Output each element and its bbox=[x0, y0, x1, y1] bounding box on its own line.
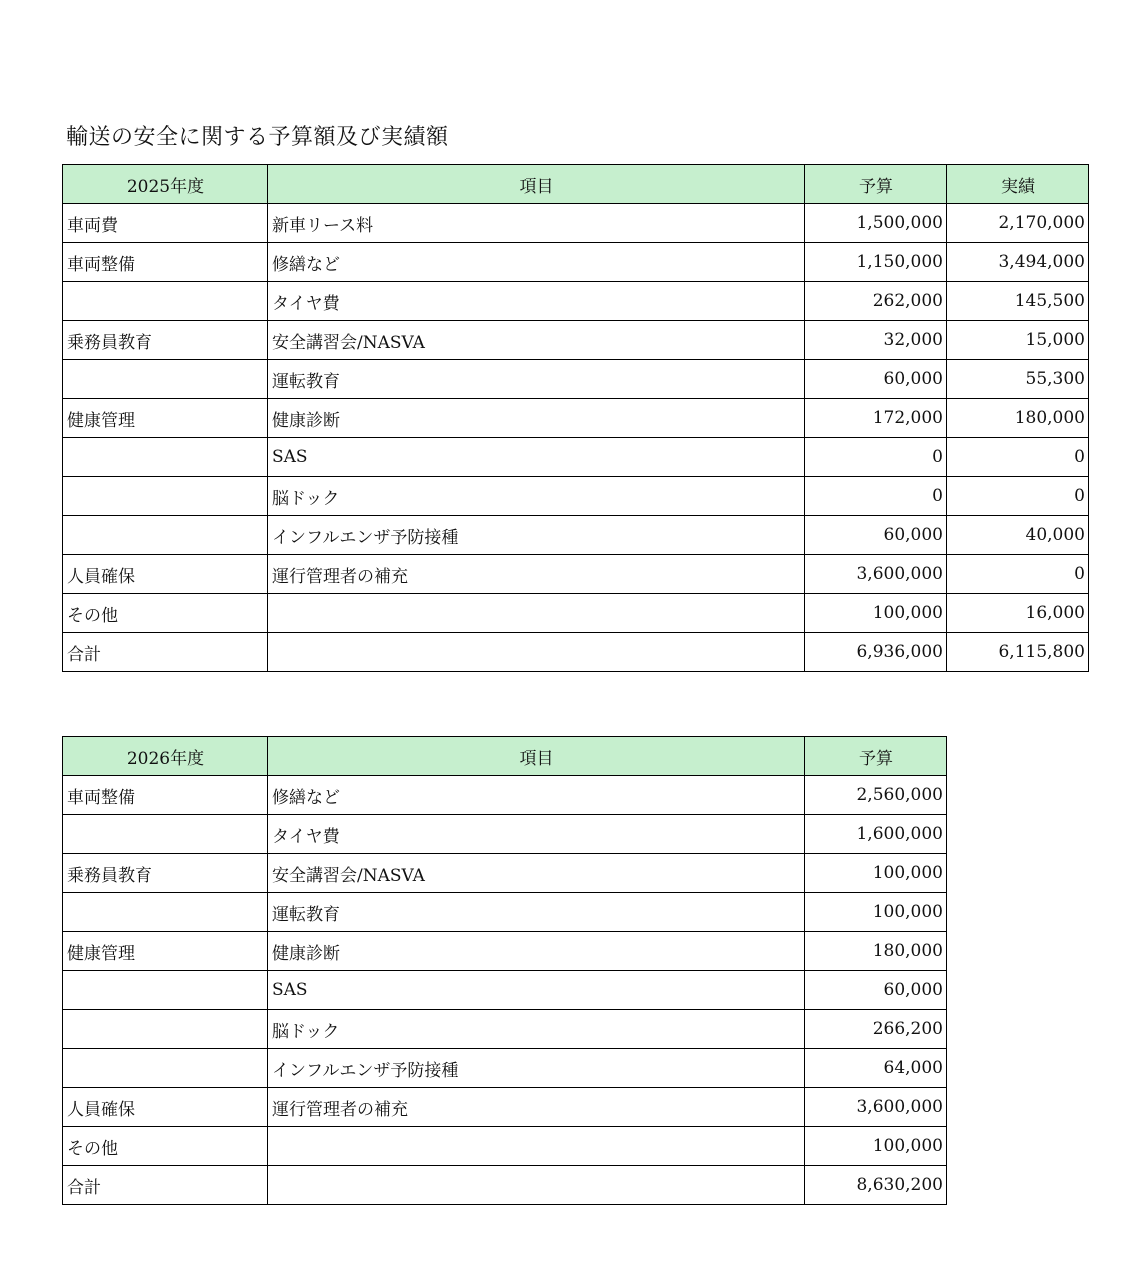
budget-cell: 100,000 bbox=[805, 1127, 947, 1166]
category-cell bbox=[63, 516, 268, 555]
table-row bbox=[63, 815, 947, 854]
item-cell: 安全講習会/NASVA bbox=[268, 321, 805, 360]
item-cell: インフルエンザ予防接種 bbox=[268, 1049, 805, 1088]
item-cell: タイヤ費 bbox=[268, 815, 805, 854]
actual-cell: 2,170,000 bbox=[947, 204, 1089, 243]
table-row bbox=[63, 399, 1089, 438]
budget-cell: 60,000 bbox=[805, 516, 947, 555]
table-row bbox=[63, 1010, 947, 1049]
header-row bbox=[63, 165, 1089, 204]
category-cell: 乗務員教育 bbox=[63, 321, 268, 360]
table-row bbox=[63, 555, 1089, 594]
item-cell: 運転教育 bbox=[268, 360, 805, 399]
category-cell: 車両整備 bbox=[63, 776, 268, 815]
table-row bbox=[63, 633, 1089, 672]
table-row bbox=[63, 477, 1089, 516]
budget-cell: 32,000 bbox=[805, 321, 947, 360]
actual-cell: 16,000 bbox=[947, 594, 1089, 633]
header-budget: 予算 bbox=[805, 737, 947, 776]
item-cell: タイヤ費 bbox=[268, 282, 805, 321]
item-cell: 安全講習会/NASVA bbox=[268, 854, 805, 893]
category-cell: 人員確保 bbox=[63, 555, 268, 594]
page-title: 輸送の安全に関する予算額及び実績額 bbox=[66, 125, 449, 150]
budget-cell: 3,600,000 bbox=[805, 555, 947, 594]
budget-cell: 6,936,000 bbox=[805, 633, 947, 672]
budget-cell: 100,000 bbox=[805, 854, 947, 893]
table-row bbox=[63, 516, 1089, 555]
header-year: 2026年度 bbox=[63, 737, 268, 776]
item-cell: 修繕など bbox=[268, 243, 805, 282]
category-cell: その他 bbox=[63, 1127, 268, 1166]
budget-cell: 1,150,000 bbox=[805, 243, 947, 282]
budget-cell: 8,630,200 bbox=[805, 1166, 947, 1205]
item-cell: 修繕など bbox=[268, 776, 805, 815]
actual-cell: 180,000 bbox=[947, 399, 1089, 438]
budget-cell: 0 bbox=[805, 438, 947, 477]
budget-cell: 100,000 bbox=[805, 893, 947, 932]
table-row bbox=[63, 1166, 947, 1205]
item-cell bbox=[268, 1166, 805, 1205]
actual-cell: 0 bbox=[947, 555, 1089, 594]
budget-cell: 3,600,000 bbox=[805, 1088, 947, 1127]
category-cell: 車両整備 bbox=[63, 243, 268, 282]
table-row bbox=[63, 243, 1089, 282]
actual-cell: 3,494,000 bbox=[947, 243, 1089, 282]
budget-cell: 100,000 bbox=[805, 594, 947, 633]
actual-cell: 0 bbox=[947, 477, 1089, 516]
budget-cell: 60,000 bbox=[805, 360, 947, 399]
header-actual: 実績 bbox=[947, 165, 1089, 204]
table-row bbox=[63, 776, 947, 815]
budget-cell: 1,600,000 bbox=[805, 815, 947, 854]
actual-cell: 15,000 bbox=[947, 321, 1089, 360]
actual-cell: 0 bbox=[947, 438, 1089, 477]
item-cell: 運行管理者の補充 bbox=[268, 1088, 805, 1127]
table-row bbox=[63, 1049, 947, 1088]
budget-cell: 262,000 bbox=[805, 282, 947, 321]
actual-cell: 40,000 bbox=[947, 516, 1089, 555]
header-budget: 予算 bbox=[805, 165, 947, 204]
category-cell: 健康管理 bbox=[63, 932, 268, 971]
budget-table-2025 bbox=[62, 164, 1089, 672]
item-cell: 脳ドック bbox=[268, 477, 805, 516]
actual-cell: 6,115,800 bbox=[947, 633, 1089, 672]
category-cell bbox=[63, 815, 268, 854]
table-row bbox=[63, 438, 1089, 477]
category-cell bbox=[63, 282, 268, 321]
budget-cell: 172,000 bbox=[805, 399, 947, 438]
item-cell: 運転教育 bbox=[268, 893, 805, 932]
table-row bbox=[63, 282, 1089, 321]
actual-cell: 145,500 bbox=[947, 282, 1089, 321]
budget-cell: 180,000 bbox=[805, 932, 947, 971]
category-cell bbox=[63, 477, 268, 516]
header-row bbox=[63, 737, 947, 776]
category-cell bbox=[63, 971, 268, 1010]
table-row bbox=[63, 893, 947, 932]
header-item: 項目 bbox=[268, 165, 805, 204]
category-cell: 健康管理 bbox=[63, 399, 268, 438]
table-row bbox=[63, 360, 1089, 399]
item-cell: 健康診断 bbox=[268, 399, 805, 438]
table-row bbox=[63, 204, 1089, 243]
item-cell: 脳ドック bbox=[268, 1010, 805, 1049]
actual-cell: 55,300 bbox=[947, 360, 1089, 399]
category-cell: 人員確保 bbox=[63, 1088, 268, 1127]
category-cell bbox=[63, 1049, 268, 1088]
budget-cell: 266,200 bbox=[805, 1010, 947, 1049]
table-row bbox=[63, 321, 1089, 360]
header-item: 項目 bbox=[268, 737, 805, 776]
item-cell: 新車リース料 bbox=[268, 204, 805, 243]
table-row bbox=[63, 971, 947, 1010]
category-cell bbox=[63, 893, 268, 932]
item-cell: 運行管理者の補充 bbox=[268, 555, 805, 594]
budget-cell: 2,560,000 bbox=[805, 776, 947, 815]
budget-cell: 1,500,000 bbox=[805, 204, 947, 243]
category-cell bbox=[63, 360, 268, 399]
table-row bbox=[63, 594, 1089, 633]
category-cell: 乗務員教育 bbox=[63, 854, 268, 893]
item-cell: SAS bbox=[268, 971, 805, 1010]
item-cell bbox=[268, 594, 805, 633]
budget-table-2026 bbox=[62, 736, 947, 1205]
category-cell: 合計 bbox=[63, 1166, 268, 1205]
table-row bbox=[63, 932, 947, 971]
category-cell bbox=[63, 438, 268, 477]
item-cell: インフルエンザ予防接種 bbox=[268, 516, 805, 555]
category-cell: その他 bbox=[63, 594, 268, 633]
budget-cell: 60,000 bbox=[805, 971, 947, 1010]
category-cell: 車両費 bbox=[63, 204, 268, 243]
table-row bbox=[63, 1127, 947, 1166]
table-row bbox=[63, 1088, 947, 1127]
category-cell: 合計 bbox=[63, 633, 268, 672]
item-cell bbox=[268, 633, 805, 672]
budget-cell: 0 bbox=[805, 477, 947, 516]
budget-cell: 64,000 bbox=[805, 1049, 947, 1088]
item-cell: SAS bbox=[268, 438, 805, 477]
item-cell: 健康診断 bbox=[268, 932, 805, 971]
table-row bbox=[63, 854, 947, 893]
category-cell bbox=[63, 1010, 268, 1049]
item-cell bbox=[268, 1127, 805, 1166]
header-year: 2025年度 bbox=[63, 165, 268, 204]
